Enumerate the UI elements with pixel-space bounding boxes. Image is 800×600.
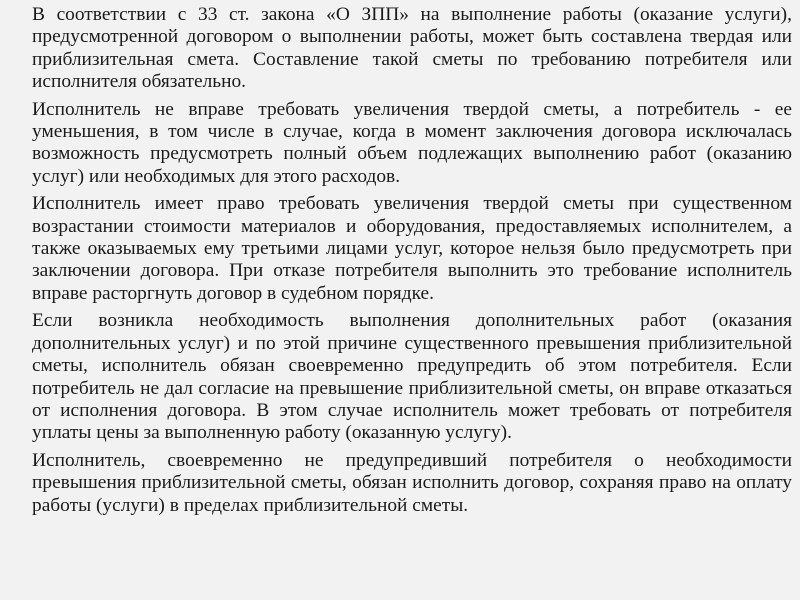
paragraph-text: Исполнитель не вправе требовать увеличения твердой сметы, а потребитель - ее уменьшения, в том числе в случае, когда в момент заключения договора исключалась возможность предусмотреть полный объем подлежащих выполнению работ (оказанию услуг) или необходимых для этого расходов.: [32, 98, 792, 187]
paragraph-5: [10, 450, 792, 517]
paragraph-text: Если возникла необходимость выполнения дополнительных работ (оказания дополнительных услуг) и по этой причине существенного превышения приблизительной сметы, исполнитель обязан своевременно предупредить об этом потребителя. Если потребитель не дал согласие на превышение приблизительной сметы, он вправе отказаться от исполнения договора. В этом случае исполнитель может требовать от потребителя уплаты цены за выполненную работу (оказанную услугу).: [32, 310, 792, 444]
paragraph-text: Исполнитель имеет право требовать увеличения твердой сметы при существенном возрастании стоимости материалов и оборудования, предоставляемых исполнителем, а также оказываемых ему третьими лицами услуг, которое нельзя было предусмотреть при заключении договора. При отказе потребителя выполнить это требование исполнитель вправе расторгнуть договор в судебном порядке.: [32, 193, 792, 304]
paragraph-text: Исполнитель, своевременно не предупредивший потребителя о необходимости превышения приблизительной сметы, обязан исполнить договор, сохраняя право на оплату работы (услуги) в пределах приблизительной сметы.: [32, 449, 792, 516]
paragraph-4: [10, 310, 792, 444]
paragraph-1: [10, 4, 792, 94]
paragraph-2: [10, 99, 792, 189]
paragraph-3: [10, 193, 792, 305]
text-content: [10, 4, 792, 517]
paragraph-text: В соответствии с 33 ст. закона «О ЗПП» на выполнение работы (оказание услуги), предусмотренной договором о выполнении работы, может быть составлена твердая или приблизительная смета. Составление такой сметы по требованию потребителя или исполнителя обязательно.: [32, 4, 792, 93]
